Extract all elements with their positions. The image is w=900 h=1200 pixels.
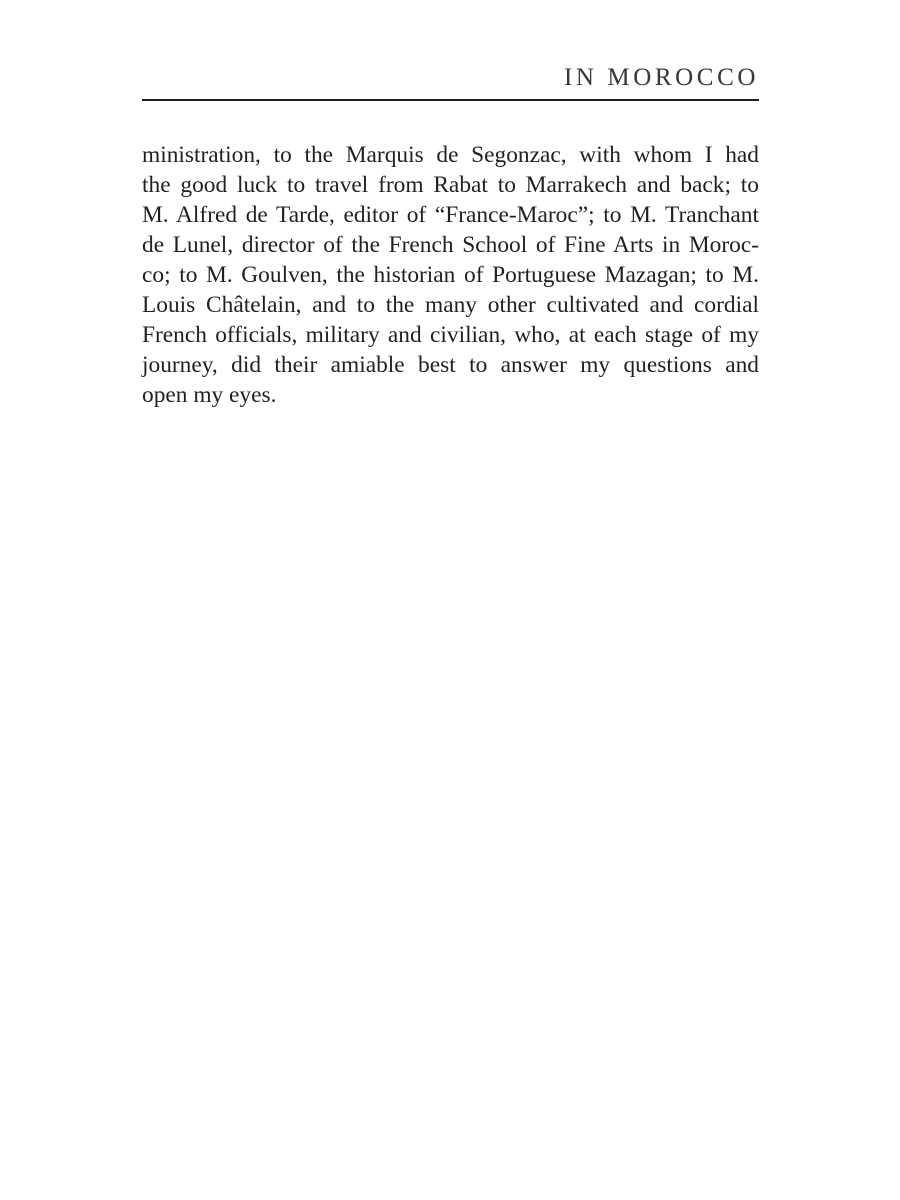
text-line: de Lunel, director of the French School of Fine Arts in Moroc- — [142, 232, 759, 258]
text-line: open my eyes. — [142, 382, 277, 408]
body-paragraph — [142, 140, 759, 410]
text-line: M. Alfred de Tarde, editor of “France-Maroc”; to M. Tranchant — [142, 202, 759, 228]
header-rule — [142, 99, 759, 101]
text-line: co; to M. Goulven, the historian of Portuguese Mazagan; to M. — [142, 262, 759, 288]
running-head-title: IN MOROCCO — [563, 64, 759, 91]
text-line: French officials, military and civilian, who, at each stage of my — [142, 322, 759, 348]
text-line: ministration, to the Marquis de Segonzac, with whom I had — [142, 142, 759, 168]
text-line: Louis Châtelain, and to the many other cultivated and cordial — [142, 292, 759, 318]
text-line: journey, did their amiable best to answer my questions and — [142, 352, 759, 378]
text-line: the good luck to travel from Rabat to Marrakech and back; to — [142, 172, 759, 198]
running-head — [142, 62, 759, 102]
